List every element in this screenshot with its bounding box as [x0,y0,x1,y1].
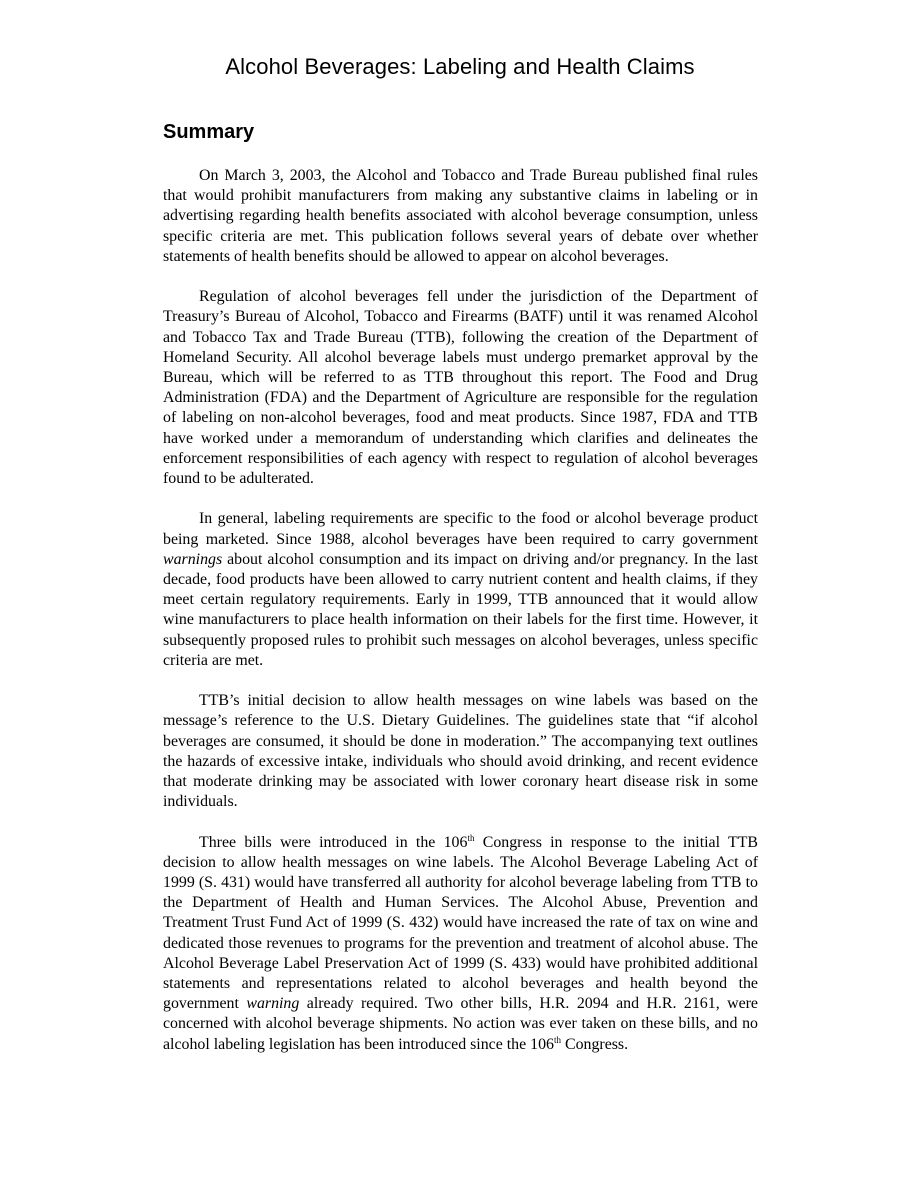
paragraph-5-text-d: Congress. [561,1035,629,1053]
summary-body [163,166,758,1075]
paragraph-5-text-b: Congress in response to the initial TTB decision to allow health messages on wine labels. The Alcohol Beverage Labeling Act of 1999 (S. 431) would have transferred all authority for alcohol beverage labeling from TTB to the Department of Health and Human Services. The Alcohol Abuse, Prevention and Treatment Trust Fund Act of 1999 (S. 432) would have increased the rate of tax on wine and dedicated those revenues to programs for the prevention and treatment of alcohol abuse. The Alcohol Beverage Label Preservation Act of 1999 (S. 433) would have prohibited additional statements and representations related to alcohol beverages and health beyond the government [163,833,758,1013]
superscript-th-1: th [467,832,475,843]
paragraph-3 [163,509,758,671]
paragraph-1: On March 3, 2003, the Alcohol and Tobacco and Trade Bureau published final rules that would prohibit manufacturers from making any substantive claims in labeling or in advertising regarding health benefits associated with alcohol beverage consumption, unless specific criteria are met. This publication follows several years of debate over whether statements of health benefits should be allowed to appear on alcohol beverages. [163,167,758,265]
section-heading-summary: Summary [163,121,255,143]
paragraph-5-text-c: already required. Two other bills, H.R. 2094 and H.R. 2161, were concerned with alcohol beverage shipments. No action was ever taken on these bills, and no alcohol labeling legislation has been introduced since the 106 [163,995,758,1053]
paragraph-3-text-a: In general, labeling requirements are specific to the food or alcohol beverage product being marketed. Since 1988, alcohol beverages have been required to carry government [163,510,758,548]
paragraph-2: Regulation of alcohol beverages fell under the jurisdiction of the Department of Treasury’s Bureau of Alcohol, Tobacco and Firearms (BATF) until it was renamed Alcohol and Tobacco Tax and Trade Bureau (TTB), following the creation of the Department of Homeland Security. All alcohol beverage labels must undergo premarket approval by the Bureau, which will be referred to as TTB throughout this report. The Food and Drug Administration (FDA) and the Department of Agriculture are responsible for the regulation of labeling on non-alcohol beverages, food and meat products. Since 1987, FDA and TTB have worked under a memorandum of understanding which clarifies and delineates the enforcement responsibilities of each agency with respect to regulation of alcohol beverages found to be adulterated. [163,288,758,488]
emphasis-warnings: warnings [163,550,223,568]
emphasis-warning: warning [246,995,300,1013]
paragraph-3-text-b: about alcohol consumption and its impact on driving and/or pregnancy. In the last decade, food products have been allowed to carry nutrient content and health claims, if they meet certain regulatory requirements. Early in 1999, TTB announced that it would allow wine manufacturers to place health information on their labels for the first time. However, it subsequently proposed rules to prohibit such messages on alcohol beverages, unless specific criteria are met. [163,550,758,669]
document-title: Alcohol Beverages: Labeling and Health Claims [225,54,695,79]
paragraph-5-text-a: Three bills were introduced in the 106 [199,833,468,851]
paragraph-4: TTB’s initial decision to allow health messages on wine labels was based on the message’s reference to the U.S. Dietary Guidelines. The guidelines state that “if alcohol beverages are consumed, it should be done in moderation.” The accompanying text outlines the hazards of excessive intake, individuals who should avoid drinking, and recent evidence that moderate drinking may be associated with lower coronary heart disease risk in some individuals. [163,692,758,811]
paragraph-5 [163,833,758,1055]
superscript-th-2: th [553,1034,561,1045]
